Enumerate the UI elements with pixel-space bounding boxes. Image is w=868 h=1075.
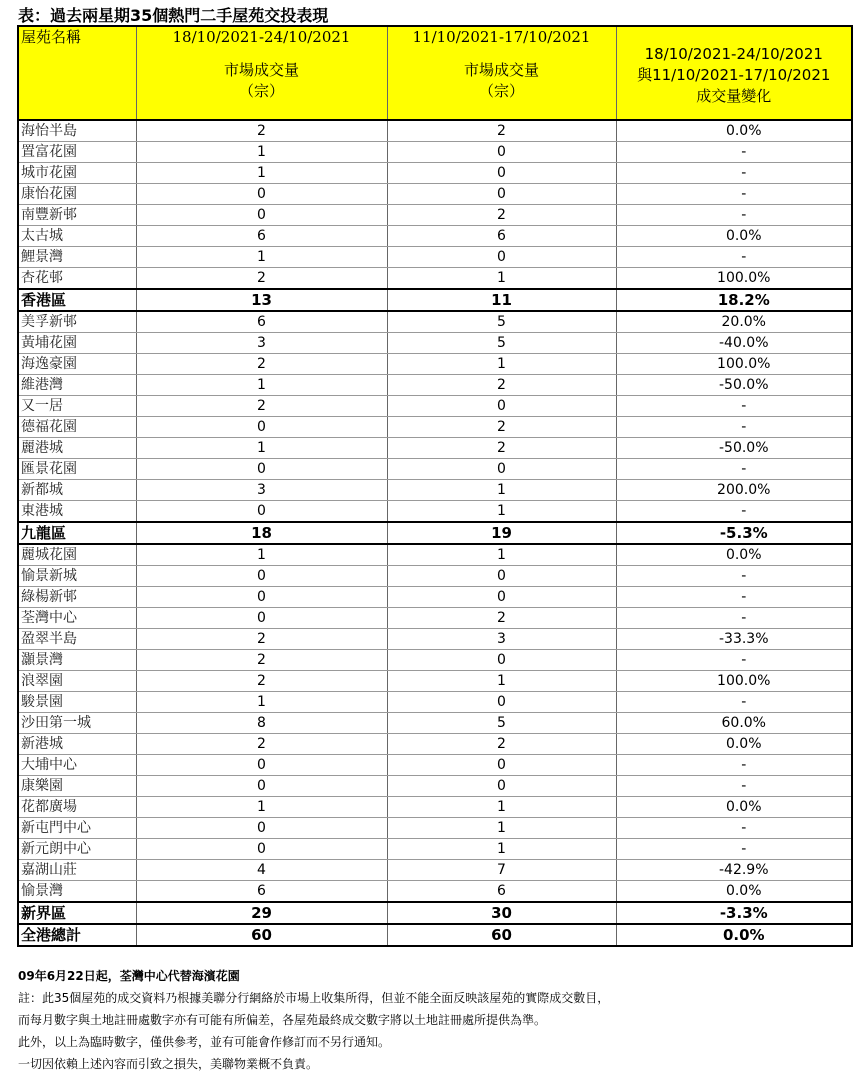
change-cell: - (616, 459, 852, 480)
period1-volume-cell: 1 (136, 797, 387, 818)
period1-volume-cell: 1 (136, 247, 387, 268)
change-cell: 0.0% (616, 120, 852, 142)
change-cell: 100.0% (616, 354, 852, 375)
header-change-line3: 成交量變化 (696, 86, 772, 105)
period1-volume-cell: 0 (136, 587, 387, 608)
period2-volume-cell: 6 (387, 881, 616, 903)
period1-volume-cell: 2 (136, 354, 387, 375)
estate-name-cell: 美孚新邨 (18, 311, 136, 333)
change-cell: - (616, 692, 852, 713)
period1-volume-cell: 0 (136, 755, 387, 776)
estate-name-cell: 愉景新城 (18, 566, 136, 587)
estate-name-cell: 荃灣中心 (18, 608, 136, 629)
table-row (18, 333, 852, 354)
estate-name-cell: 新界區 (18, 902, 136, 924)
period2-volume-cell: 2 (387, 734, 616, 755)
change-cell: - (616, 396, 852, 417)
period2-volume-cell: 2 (387, 608, 616, 629)
table-row (18, 142, 852, 163)
estate-name-cell: 全港總計 (18, 924, 136, 946)
table-row (18, 268, 852, 290)
subtotal-row (18, 289, 852, 311)
header-period1 (136, 26, 387, 120)
period2-volume-cell: 2 (387, 120, 616, 142)
change-cell: -33.3% (616, 629, 852, 650)
period2-volume-cell: 5 (387, 311, 616, 333)
estate-name-cell: 黃埔花園 (18, 333, 136, 354)
estate-name-cell: 新都城 (18, 480, 136, 501)
change-cell: - (616, 163, 852, 184)
table-row (18, 205, 852, 226)
period1-volume-cell: 0 (136, 818, 387, 839)
period1-volume-cell: 4 (136, 860, 387, 881)
header-period2-date: 11/10/2021-17/10/2021 (412, 28, 591, 46)
table-row (18, 311, 852, 333)
header-period2 (387, 26, 616, 120)
period2-volume-cell: 5 (387, 333, 616, 354)
change-cell: 18.2% (616, 289, 852, 311)
table-row (18, 587, 852, 608)
change-cell: 0.0% (616, 797, 852, 818)
period2-volume-cell: 0 (387, 163, 616, 184)
change-cell: - (616, 501, 852, 523)
table-row (18, 734, 852, 755)
change-cell: 20.0% (616, 311, 852, 333)
change-cell: - (616, 839, 852, 860)
table-body (18, 120, 852, 946)
change-cell: - (616, 184, 852, 205)
estate-name-cell: 康樂園 (18, 776, 136, 797)
header-row (18, 26, 852, 120)
period2-volume-cell: 3 (387, 629, 616, 650)
header-period1-unit: （宗） (238, 82, 284, 100)
period1-volume-cell: 0 (136, 501, 387, 523)
period2-volume-cell: 1 (387, 268, 616, 290)
table-row (18, 881, 852, 903)
period2-volume-cell: 1 (387, 839, 616, 860)
period2-volume-cell: 1 (387, 797, 616, 818)
period1-volume-cell: 60 (136, 924, 387, 946)
period1-volume-cell: 0 (136, 184, 387, 205)
change-cell: -40.0% (616, 333, 852, 354)
change-cell: - (616, 650, 852, 671)
change-cell: -50.0% (616, 375, 852, 396)
table-row (18, 671, 852, 692)
period1-volume-cell: 2 (136, 671, 387, 692)
period1-volume-cell: 0 (136, 417, 387, 438)
estate-name-cell: 嘉湖山莊 (18, 860, 136, 881)
estate-name-cell: 南豐新邨 (18, 205, 136, 226)
estate-name-cell: 鯉景灣 (18, 247, 136, 268)
table-row (18, 247, 852, 268)
estate-name-cell: 麗城花園 (18, 544, 136, 566)
table-row (18, 650, 852, 671)
estate-name-cell: 新元朗中心 (18, 839, 136, 860)
table-row (18, 566, 852, 587)
table-row (18, 713, 852, 734)
estate-name-cell: 城市花園 (18, 163, 136, 184)
period2-volume-cell: 2 (387, 205, 616, 226)
change-cell: - (616, 818, 852, 839)
period2-volume-cell: 19 (387, 522, 616, 544)
period2-volume-cell: 0 (387, 396, 616, 417)
period1-volume-cell: 18 (136, 522, 387, 544)
change-cell: -5.3% (616, 522, 852, 544)
change-cell: - (616, 755, 852, 776)
period2-volume-cell: 2 (387, 375, 616, 396)
period2-volume-cell: 0 (387, 247, 616, 268)
period2-volume-cell: 0 (387, 184, 616, 205)
header-change (616, 26, 852, 120)
period2-volume-cell: 0 (387, 692, 616, 713)
period2-volume-cell: 60 (387, 924, 616, 946)
estate-name-cell: 浪翠園 (18, 671, 136, 692)
table-row (18, 120, 852, 142)
period2-volume-cell: 0 (387, 587, 616, 608)
change-cell: - (616, 566, 852, 587)
estate-name-cell: 維港灣 (18, 375, 136, 396)
note-line-3: 而每月數字與土地註冊處數字亦有可能有所偏差，各屋苑最終成交數字將以土地註冊處所提供為準。 (18, 1013, 547, 1027)
estate-name-cell: 海逸豪園 (18, 354, 136, 375)
period1-volume-cell: 0 (136, 459, 387, 480)
table-row (18, 755, 852, 776)
table-row (18, 226, 852, 247)
period1-volume-cell: 1 (136, 375, 387, 396)
period2-volume-cell: 1 (387, 501, 616, 523)
table-row (18, 396, 852, 417)
period1-volume-cell: 1 (136, 544, 387, 566)
estate-name-cell: 又一居 (18, 396, 136, 417)
table-row (18, 438, 852, 459)
table-row (18, 776, 852, 797)
change-cell: - (616, 417, 852, 438)
estate-name-cell: 綠楊新邨 (18, 587, 136, 608)
change-cell: 0.0% (616, 881, 852, 903)
period1-volume-cell: 2 (136, 629, 387, 650)
table-row (18, 480, 852, 501)
change-cell: 0.0% (616, 226, 852, 247)
note-line-4: 此外，以上為臨時數字，僅供參考，並有可能會作修訂而不另行通知。 (18, 1035, 391, 1049)
table-row (18, 839, 852, 860)
note-line-1: 09年6月22日起，荃灣中心代替海濱花園 (18, 969, 240, 983)
table-row (18, 797, 852, 818)
period2-volume-cell: 6 (387, 226, 616, 247)
period2-volume-cell: 0 (387, 566, 616, 587)
period2-volume-cell: 11 (387, 289, 616, 311)
period2-volume-cell: 0 (387, 142, 616, 163)
period1-volume-cell: 0 (136, 205, 387, 226)
estate-name-cell: 香港區 (18, 289, 136, 311)
table-row (18, 692, 852, 713)
estate-name-cell: 新屯門中心 (18, 818, 136, 839)
header-change-line1: 18/10/2021-24/10/2021 (644, 44, 823, 63)
period1-volume-cell: 1 (136, 438, 387, 459)
period2-volume-cell: 2 (387, 417, 616, 438)
period1-volume-cell: 0 (136, 839, 387, 860)
period1-volume-cell: 0 (136, 566, 387, 587)
estate-name-cell: 太古城 (18, 226, 136, 247)
table-row (18, 375, 852, 396)
period1-volume-cell: 0 (136, 608, 387, 629)
header-period1-date: 18/10/2021-24/10/2021 (172, 28, 351, 46)
estate-name-cell: 置富花園 (18, 142, 136, 163)
change-cell: 100.0% (616, 671, 852, 692)
table-row (18, 629, 852, 650)
estate-name-cell: 德福花園 (18, 417, 136, 438)
period2-volume-cell: 0 (387, 459, 616, 480)
period1-volume-cell: 2 (136, 650, 387, 671)
period1-volume-cell: 1 (136, 163, 387, 184)
period1-volume-cell: 2 (136, 734, 387, 755)
period2-volume-cell: 1 (387, 818, 616, 839)
change-cell: - (616, 247, 852, 268)
estate-name-cell: 花都廣場 (18, 797, 136, 818)
table-row (18, 184, 852, 205)
estate-name-cell: 灝景灣 (18, 650, 136, 671)
estate-name-cell: 沙田第一城 (18, 713, 136, 734)
header-period2-unit: （宗） (478, 82, 524, 100)
period1-volume-cell: 2 (136, 268, 387, 290)
footnotes (18, 965, 848, 1075)
estate-name-cell: 駿景園 (18, 692, 136, 713)
header-period1-sub: 市場成交量 (223, 61, 299, 79)
subtotal-row (18, 924, 852, 946)
period1-volume-cell: 13 (136, 289, 387, 311)
period1-volume-cell: 0 (136, 776, 387, 797)
estate-name-cell: 匯景花園 (18, 459, 136, 480)
period1-volume-cell: 29 (136, 902, 387, 924)
note-line-2: 註：此35個屋苑的成交資料乃根據美聯分行網絡於市場上收集所得，但並不能全面反映該屋苑的實際成交數目， (18, 991, 610, 1005)
page-title: 表：過去兩星期35個熱門二手屋苑交投表現 (18, 6, 329, 25)
period2-volume-cell: 1 (387, 671, 616, 692)
period1-volume-cell: 2 (136, 120, 387, 142)
estate-name-cell: 麗港城 (18, 438, 136, 459)
period1-volume-cell: 6 (136, 226, 387, 247)
period1-volume-cell: 3 (136, 480, 387, 501)
table-row (18, 818, 852, 839)
note-line-5: 一切因依賴上述內容而引致之損失，美聯物業概不負責。 (18, 1057, 319, 1071)
period1-volume-cell: 3 (136, 333, 387, 354)
estate-name-cell: 康怡花園 (18, 184, 136, 205)
period2-volume-cell: 1 (387, 480, 616, 501)
period2-volume-cell: 0 (387, 650, 616, 671)
period1-volume-cell: 2 (136, 396, 387, 417)
table-row (18, 501, 852, 523)
estate-name-cell: 愉景灣 (18, 881, 136, 903)
estate-name-cell: 九龍區 (18, 522, 136, 544)
change-cell: - (616, 587, 852, 608)
change-cell: - (616, 776, 852, 797)
period2-volume-cell: 0 (387, 776, 616, 797)
period2-volume-cell: 7 (387, 860, 616, 881)
estate-name-cell: 海怡半島 (18, 120, 136, 142)
change-cell: 0.0% (616, 544, 852, 566)
change-cell: -42.9% (616, 860, 852, 881)
change-cell: - (616, 142, 852, 163)
estate-name-cell: 新港城 (18, 734, 136, 755)
change-cell: - (616, 608, 852, 629)
period2-volume-cell: 2 (387, 438, 616, 459)
header-change-line2: 與11/10/2021-17/10/2021 (637, 65, 831, 84)
period1-volume-cell: 1 (136, 142, 387, 163)
change-cell: 60.0% (616, 713, 852, 734)
subtotal-row (18, 522, 852, 544)
period2-volume-cell: 5 (387, 713, 616, 734)
table-row (18, 417, 852, 438)
change-cell: - (616, 205, 852, 226)
estate-name-cell: 杏花邨 (18, 268, 136, 290)
period2-volume-cell: 1 (387, 544, 616, 566)
header-estate: 屋苑名稱 (18, 26, 136, 120)
estate-name-cell: 大埔中心 (18, 755, 136, 776)
table-row (18, 163, 852, 184)
change-cell: 0.0% (616, 924, 852, 946)
table-row (18, 608, 852, 629)
period2-volume-cell: 30 (387, 902, 616, 924)
estate-name-cell: 東港城 (18, 501, 136, 523)
period1-volume-cell: 6 (136, 311, 387, 333)
header-period2-sub: 市場成交量 (463, 61, 539, 79)
period1-volume-cell: 6 (136, 881, 387, 903)
change-cell: 100.0% (616, 268, 852, 290)
change-cell: -3.3% (616, 902, 852, 924)
change-cell: 0.0% (616, 734, 852, 755)
subtotal-row (18, 902, 852, 924)
period2-volume-cell: 1 (387, 354, 616, 375)
table-row (18, 860, 852, 881)
table-row (18, 544, 852, 566)
transactions-table (17, 25, 853, 947)
estate-name-cell: 盈翠半島 (18, 629, 136, 650)
period1-volume-cell: 1 (136, 692, 387, 713)
period1-volume-cell: 8 (136, 713, 387, 734)
change-cell: 200.0% (616, 480, 852, 501)
change-cell: -50.0% (616, 438, 852, 459)
table-row (18, 459, 852, 480)
table-row (18, 354, 852, 375)
period2-volume-cell: 0 (387, 755, 616, 776)
